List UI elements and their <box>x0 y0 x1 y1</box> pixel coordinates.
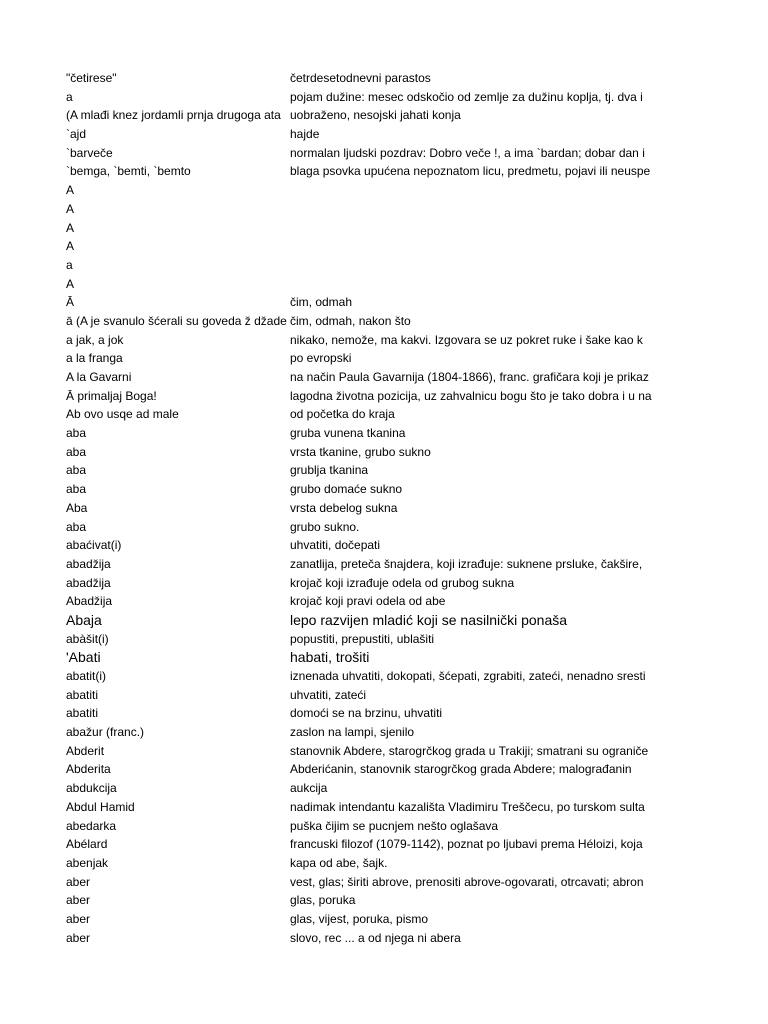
term-cell: aber <box>66 930 91 945</box>
term-cell: A <box>66 220 75 235</box>
definition-cell: uhvatiti, dočepati <box>290 536 662 555</box>
term-cell: abatiti <box>66 706 99 721</box>
term-cell: `ajd <box>66 127 87 142</box>
table-row <box>66 648 662 667</box>
term-cell: abedarka <box>66 818 117 833</box>
definition-cell: Abderićanin, stanovnik starogrčkog grada Abdere; malograđanin <box>290 760 662 779</box>
definition-cell: krojač koji izrađuje odela od grubog sukna <box>290 574 662 593</box>
table-row <box>66 742 662 761</box>
term-cell: aber <box>66 911 91 926</box>
table-row <box>66 293 662 312</box>
glossary-table <box>66 69 662 947</box>
table-row <box>66 125 662 144</box>
term-cell: a <box>66 89 73 104</box>
definition-cell: nikako, nemože, ma kakvi. Izgovara se uz pokret ruke i šake kao k <box>290 331 662 350</box>
definition-cell: po evropski <box>290 349 662 368</box>
table-row <box>66 200 662 219</box>
definition-cell: zanatlija, preteča šnajdera, koji izrađuje: suknene prsluke, čakšire, <box>290 555 662 574</box>
table-row <box>66 181 662 200</box>
definition-cell: aukcija <box>290 779 662 798</box>
definition-cell: popustiti, prepustiti, ublašiti <box>290 630 662 649</box>
term-cell: aba <box>66 519 87 534</box>
table-row <box>66 779 662 798</box>
table-row <box>66 480 662 499</box>
definition-cell: blaga psovka upućena nepoznatom licu, predmetu, pojavi ili neuspe <box>290 162 662 181</box>
term-cell: abatit(i) <box>66 669 107 683</box>
table-row <box>66 88 662 107</box>
table-row <box>66 611 662 630</box>
term-cell: A la Gavarni <box>66 370 132 384</box>
term-cell: Abaja <box>66 611 102 628</box>
definition-cell: slovo, rec ... a od njega ni abera <box>290 929 662 948</box>
table-row <box>66 256 662 275</box>
term-cell: aber <box>66 874 91 889</box>
term-cell: Abderita <box>66 762 111 777</box>
definition-cell: kapa od abe, šajk. <box>290 854 662 873</box>
definition-cell: francuski filozof (1079-1142), poznat po ljubavi prema Héloizi, koja <box>290 835 662 854</box>
term-cell: a la franga <box>66 351 123 366</box>
term-cell: A <box>66 276 75 291</box>
table-row <box>66 312 662 331</box>
term-cell: Abadžija <box>66 594 113 609</box>
term-cell: abadžija <box>66 556 111 571</box>
definition-cell: grubo sukno. <box>290 518 662 537</box>
table-row <box>66 686 662 705</box>
definition-cell: nadimak intendantu kazališta Vladimiru Treščecu, po turskom sulta <box>290 798 662 817</box>
definition-cell: glas, poruka <box>290 891 662 910</box>
definition-cell: puška čijim se pucnjem nešto oglašava <box>290 817 662 836</box>
term-cell: Abélard <box>66 837 108 852</box>
definition-cell: uobraženo, nesojski jahati konja <box>290 106 662 125</box>
table-row <box>66 630 662 649</box>
definition-cell: grublja tkanina <box>290 461 662 480</box>
table-row <box>66 106 662 125</box>
term-cell: abaćivat(i) <box>66 538 122 553</box>
term-cell: A <box>66 239 75 254</box>
table-row <box>66 461 662 480</box>
definition-cell: čim, odmah, nakon što <box>290 312 662 331</box>
definition-cell: krojač koji pravi odela od abe <box>290 592 662 611</box>
term-cell: abažur (franc.) <box>66 725 145 740</box>
definition-cell: od početka do kraja <box>290 405 662 424</box>
table-row <box>66 69 662 88</box>
definition-cell: lepo razvijen mladić koji se nasilnički ponaša <box>290 611 662 630</box>
table-row <box>66 443 662 462</box>
definition-cell: grubo domaće sukno <box>290 480 662 499</box>
definition-cell: na način Paula Gavarnija (1804-1866), franc. grafičara koji je prikaz <box>290 368 662 387</box>
term-cell: 'Abati <box>66 649 101 666</box>
term-cell: aber <box>66 893 91 908</box>
table-row <box>66 405 662 424</box>
term-cell: a jak, a jok <box>66 332 124 347</box>
definition-cell: pojam dužine: mesec odskočio od zemlje za dužinu koplja, tj. dva i <box>290 88 662 107</box>
table-row <box>66 144 662 163</box>
table-row <box>66 592 662 611</box>
definition-cell: hajde <box>290 125 662 144</box>
table-row <box>66 760 662 779</box>
definition-cell: zaslon na lampi, sjenilo <box>290 723 662 742</box>
table-row <box>66 723 662 742</box>
term-cell: aba <box>66 426 87 441</box>
table-row <box>66 667 662 686</box>
definition-cell: gruba vunena tkanina <box>290 424 662 443</box>
definition-cell: četrdesetodnevni parastos <box>290 69 662 88</box>
table-row <box>66 331 662 350</box>
term-cell: abadžija <box>66 575 111 590</box>
term-cell: aba <box>66 444 87 459</box>
table-row <box>66 798 662 817</box>
definition-cell: vrsta debelog sukna <box>290 499 662 518</box>
table-row <box>66 854 662 873</box>
definition-cell: uhvatiti, zateći <box>290 686 662 705</box>
term-cell: abatiti <box>66 687 99 702</box>
definition-cell: vrsta tkanine, grubo sukno <box>290 443 662 462</box>
term-cell: Ā primaljaj Boga! <box>66 388 157 403</box>
term-cell: abàšit(i) <box>66 631 109 646</box>
table-row <box>66 910 662 929</box>
table-row <box>66 536 662 555</box>
table-row <box>66 835 662 854</box>
table-row <box>66 237 662 256</box>
definition-cell: lagodna životna pozicija, uz zahvalnicu bogu što je tako dobra i u na <box>290 387 662 406</box>
definition-cell: domoći se na brzinu, uhvatiti <box>290 704 662 723</box>
definition-cell: vest, glas; širiti abrove, prenositi abrove-ogovarati, otrcavati; abron <box>290 873 662 892</box>
term-cell: a <box>66 257 73 272</box>
table-row <box>66 891 662 910</box>
table-row <box>66 219 662 238</box>
definition-cell: glas, vijest, poruka, pismo <box>290 910 662 929</box>
term-cell: Aba <box>66 500 88 515</box>
term-cell: ā (A je svanulo šćerali su goveda ž džade <box>66 313 287 328</box>
term-cell: A <box>66 183 75 198</box>
table-row <box>66 275 662 294</box>
table-row <box>66 387 662 406</box>
term-cell: A <box>66 201 75 216</box>
table-row <box>66 929 662 948</box>
definition-cell: stanovnik Abdere, starogrčkog grada u Trakiji; smatrani su ograniče <box>290 742 662 761</box>
table-row <box>66 555 662 574</box>
table-row <box>66 704 662 723</box>
term-cell: Abdul Hamid <box>66 799 135 814</box>
definition-cell: čim, odmah <box>290 293 662 312</box>
term-cell: `barveče <box>66 145 113 160</box>
term-cell: Ab ovo usqe ad male <box>66 407 179 422</box>
term-cell: abenjak <box>66 855 109 870</box>
definition-cell: habati, trošiti <box>290 648 662 667</box>
term-cell: "četirese" <box>66 71 117 85</box>
term-cell: Ā <box>66 295 75 310</box>
table-row <box>66 574 662 593</box>
table-row <box>66 368 662 387</box>
table-row <box>66 424 662 443</box>
table-row <box>66 817 662 836</box>
table-row <box>66 162 662 181</box>
term-cell: (A mlađi knez jordamli prnja drugoga ata <box>66 108 281 123</box>
table-row <box>66 518 662 537</box>
table-row <box>66 873 662 892</box>
definition-cell: iznenada uhvatiti, dokopati, šćepati, zgrabiti, zateći, nenadno sresti <box>290 667 662 686</box>
term-cell: `bemga, `bemti, `bemto <box>66 164 191 179</box>
table-row <box>66 349 662 368</box>
definition-cell: normalan ljudski pozdrav: Dobro veče !, a ima `bardan; dobar dan i <box>290 144 662 163</box>
term-cell: Abderit <box>66 743 105 758</box>
table-row <box>66 499 662 518</box>
term-cell: aba <box>66 463 87 478</box>
term-cell: abdukcija <box>66 781 117 796</box>
term-cell: aba <box>66 482 87 497</box>
